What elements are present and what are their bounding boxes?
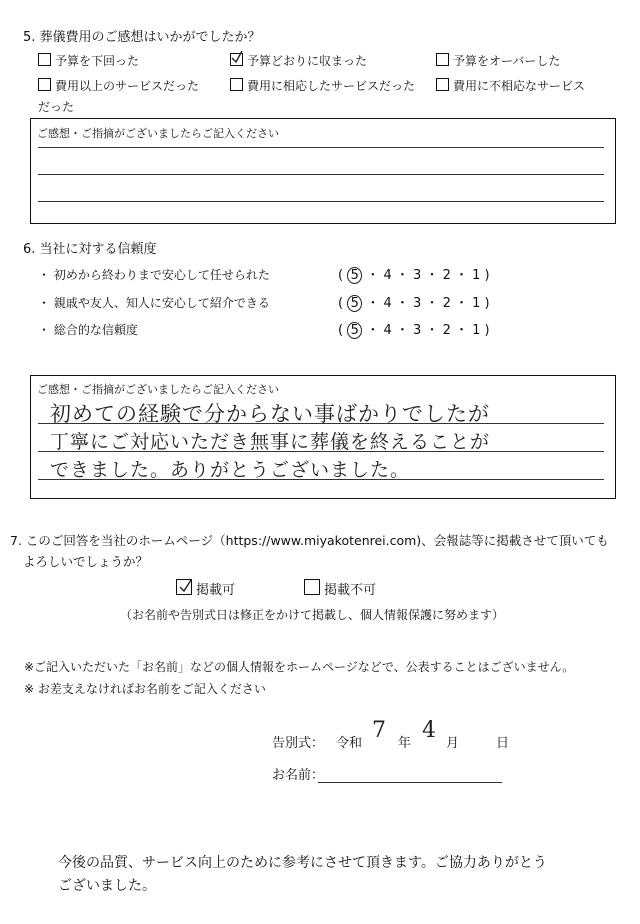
q6-item-3: ・ 総合的な信頼度 [38,323,138,337]
q5-comment-box[interactable] [30,118,616,224]
rating-scale-1[interactable]: ( 5 ・ 4 ・ 3 ・ 2 ・ 1 ) [338,268,490,283]
publish-denied-option[interactable]: 掲載不可 [304,579,376,598]
q6-item-2: ・ 親戚や友人、知人に安心して紹介できる [38,296,270,310]
q5-option-6[interactable]: 費用に不相応なサービス [436,77,585,94]
rating-5-selected[interactable]: 5 [347,322,362,339]
name-input-line[interactable] [318,782,502,783]
rating-5-selected[interactable]: 5 [347,295,362,312]
rating-scale-3[interactable]: ( 5 ・ 4 ・ 3 ・ 2 ・ 1 ) [338,323,490,338]
q5-option-4[interactable]: 費用以上のサービスだった [38,77,199,94]
handwritten-comment-line-1: 初めての経験で分からない事ばかりでしたが [50,402,490,426]
comment-label: ご感想・ご指摘がございましたらご記入ください [37,383,279,396]
checkbox[interactable] [436,78,449,91]
checkbox-checked[interactable] [230,53,243,66]
handwritten-comment-line-2: 丁寧にご対応いただき無事に葬儀を終えることが [50,431,491,453]
name-label: お名前： [272,768,325,783]
ruled-line [38,147,604,148]
checkbox-checked[interactable] [176,579,192,595]
ceremony-day-unit: 日 [496,736,510,751]
q5-option-2[interactable]: 予算どおりに収まった [230,52,367,69]
checkbox[interactable] [38,78,51,91]
ceremony-era: 令和 [336,736,363,751]
ceremony-month-unit: 月 [446,736,460,751]
checkbox[interactable] [436,53,449,66]
ruled-line [38,174,604,175]
q5-wrap-text: だった [38,100,75,114]
checkbox[interactable] [304,579,320,595]
comment-label: ご感想・ご指摘がございましたらご記入ください [37,127,279,140]
q7-title-line1: 7. このご回答を当社のホームページ（https://www.miyakotenrei.com)、会報誌等に掲載させて頂いても [10,533,609,548]
ceremony-month-value: 4 [422,718,436,743]
checkbox[interactable] [38,53,51,66]
q5-option-3[interactable]: 予算をオーバーした [436,52,560,69]
handwritten-comment-line-3: できました。ありがとうございました。 [50,459,411,481]
ceremony-year-unit: 年 [398,736,412,751]
footer-line1: 今後の品質、サービス向上のために参考にさせて頂きます。ご協力ありがとう [58,855,547,871]
ceremony-label: 告別式： [272,736,325,751]
checkbox[interactable] [230,78,243,91]
privacy-note-2: ※ お差支えなければお名前をご記入ください [24,682,266,696]
ruled-line [38,201,604,202]
publish-allowed-option[interactable]: 掲載可 [176,579,235,598]
footer-line2: ございました。 [58,878,156,894]
q7-title-line2: よろしいでしょうか？ [23,554,149,569]
privacy-note-1: ※ご記入いただいた「お名前」などの個人情報をホームページなどで、公表することはございません。 [24,660,575,674]
ceremony-year-value: 7 [372,718,386,743]
checkmark-icon [230,50,244,64]
rating-scale-2[interactable]: ( 5 ・ 4 ・ 3 ・ 2 ・ 1 ) [338,296,490,311]
q7-note: （お名前や告別式日は修正をかけて掲載し、個人情報保護に努めます） [120,608,505,622]
q5-title: 5. 葬儀費用のご感想はいかがでしたか？ [23,30,261,45]
q6-item-1: ・ 初めから終わりまで安心して任せられた [38,268,270,282]
checkmark-icon [177,578,193,594]
q5-option-5[interactable]: 費用に相応したサービスだった [230,77,415,94]
q6-title: 6. 当社に対する信頼度 [23,242,157,257]
q5-option-1[interactable]: 予算を下回った [38,52,139,69]
rating-5-selected[interactable]: 5 [347,267,362,284]
